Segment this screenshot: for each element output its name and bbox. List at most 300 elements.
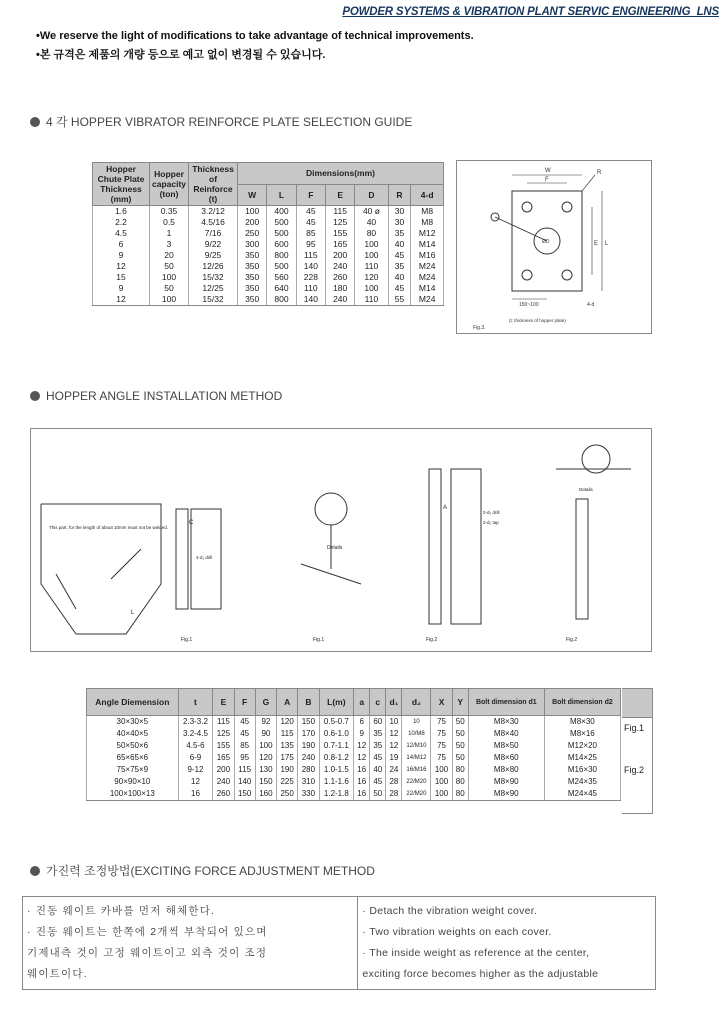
table-cell: 800	[267, 294, 296, 306]
table-cell: 4.5-6	[178, 740, 213, 752]
en-line: · Two vibration weights on each cover.	[362, 926, 552, 938]
table-cell: 75×75×9	[87, 764, 179, 776]
col-dim-5: R	[388, 184, 411, 206]
table-cell: 22/M20	[402, 788, 431, 801]
table-cell: 350	[238, 250, 267, 261]
table-cell: 175	[277, 752, 298, 764]
table-cell: 130	[255, 764, 276, 776]
table-cell: 115	[277, 728, 298, 740]
table-cell: 350	[238, 261, 267, 272]
fig-ref-1: Fig.1	[624, 723, 645, 733]
table-cell: 0.8-1.2	[319, 752, 354, 764]
col-angle-11: d₂	[402, 689, 431, 716]
table-cell: M14	[411, 283, 444, 294]
table-cell: 800	[267, 250, 296, 261]
table-cell: 350	[238, 283, 267, 294]
table-cell: 400	[267, 206, 296, 218]
table-cell: 120	[277, 716, 298, 729]
table-cell: 9	[93, 283, 150, 294]
table-cell: 155	[326, 228, 355, 239]
table-cell: 240	[213, 776, 234, 788]
table-row	[87, 752, 621, 764]
table-cell: 28	[386, 776, 402, 788]
table-cell: 6	[93, 239, 150, 250]
en-line: · The inside weight as reference at the center,	[362, 947, 590, 959]
table-cell: 12	[93, 294, 150, 306]
col-angle-15: Bolt dimension d2	[544, 689, 620, 716]
table-cell: 200	[326, 250, 355, 261]
table-cell: 500	[267, 261, 296, 272]
table-cell: 15/32	[189, 272, 238, 283]
table-cell: 500	[267, 228, 296, 239]
label-range: 150~100	[519, 302, 539, 308]
section-reinforce-plate-title	[30, 113, 412, 130]
table-cell: 50	[150, 283, 189, 294]
bullet-icon	[30, 866, 40, 876]
col-angle-14: Bolt dimension d1	[468, 689, 544, 716]
angle-label-drill: 4-d₁ drill	[196, 555, 213, 560]
table-cell: 160	[255, 788, 276, 801]
table-cell: 10	[402, 716, 431, 729]
label-f: F	[545, 177, 549, 183]
col-chute-thickness: Hopper Chute Plate Thickness (mm)	[93, 163, 150, 206]
col-angle-2: E	[213, 689, 234, 716]
table-cell: 35	[388, 228, 411, 239]
table-cell: 12/25	[189, 283, 238, 294]
table-cell: 45	[234, 728, 255, 740]
label-holes: 4-d	[587, 302, 595, 308]
table-row	[93, 272, 444, 283]
table-cell: 120	[255, 752, 276, 764]
table-cell: 110	[355, 261, 388, 272]
table-cell: 40	[355, 217, 388, 228]
table-cell: M12	[411, 228, 444, 239]
table-cell: 100	[150, 294, 189, 306]
table-cell: 50	[452, 716, 468, 729]
table-cell: M24×45	[544, 788, 620, 801]
en-line: · Detach the vibration weight cover.	[362, 905, 538, 917]
table-cell: 35	[370, 740, 386, 752]
col-angle-9: c	[370, 689, 386, 716]
label-r: R	[597, 170, 602, 176]
bolt-hole	[522, 270, 532, 280]
col-angle-13: Y	[452, 689, 468, 716]
table-cell: 90	[255, 728, 276, 740]
table-row	[87, 716, 621, 729]
table-cell: M8×16	[544, 728, 620, 740]
table-cell: 115	[213, 716, 234, 729]
col-dim-6: 4-d	[411, 184, 444, 206]
table-cell: 165	[326, 239, 355, 250]
table-cell: 12/26	[189, 261, 238, 272]
table-cell: 80	[355, 228, 388, 239]
table-cell: 150	[298, 716, 319, 729]
table-cell: 40	[388, 239, 411, 250]
table-row	[93, 294, 444, 306]
table-cell: 600	[267, 239, 296, 250]
table-cell: 75	[431, 716, 452, 729]
table-cell: 80	[452, 788, 468, 801]
table-cell: 250	[238, 228, 267, 239]
table-cell: 300	[238, 239, 267, 250]
ko-line: 웨이트이다.	[27, 968, 88, 980]
table-cell: 3	[150, 239, 189, 250]
table-cell: 560	[267, 272, 296, 283]
col-dim-2: F	[296, 184, 325, 206]
plate-drawing	[457, 161, 651, 333]
notice-korean: •본 규격은 제품의 개량 등으로 예고 없이 변경될 수 있습니다.	[36, 49, 326, 61]
table-cell: 100	[238, 206, 267, 218]
table-cell: 45	[234, 716, 255, 729]
table-cell: 200	[213, 764, 234, 776]
table-cell: 50	[452, 752, 468, 764]
table-cell: 14/M12	[402, 752, 431, 764]
table-cell: 3.2-4.5	[178, 728, 213, 740]
table-cell: 12	[178, 776, 213, 788]
table-row	[93, 206, 444, 218]
table-cell: M8×40	[468, 728, 544, 740]
table-cell: M24×35	[544, 776, 620, 788]
table-cell: 30×30×5	[87, 716, 179, 729]
table-cell: 115	[234, 764, 255, 776]
table-cell: 640	[267, 283, 296, 294]
table-cell: 45	[296, 217, 325, 228]
brand-header: POWDER SYSTEMS & VIBRATION PLANT SERVIC ENGINEERING_LNS	[342, 6, 719, 18]
table-cell: 90×90×10	[87, 776, 179, 788]
col-dim-1: L	[267, 184, 296, 206]
table-cell: 1.1-1.6	[319, 776, 354, 788]
bolt-hole	[562, 270, 572, 280]
table-cell: 100	[255, 740, 276, 752]
table-cell: 165	[213, 752, 234, 764]
table-cell: 75	[431, 740, 452, 752]
table-cell: 100	[355, 283, 388, 294]
table-cell: 35	[370, 728, 386, 740]
fig-ref-column	[622, 688, 653, 814]
table-row	[87, 764, 621, 776]
table-cell: M8	[411, 206, 444, 218]
table-cell: 310	[298, 776, 319, 788]
table-cell: 240	[298, 752, 319, 764]
korean-instructions	[23, 897, 358, 989]
table-cell: 12/M10	[402, 740, 431, 752]
table-cell: 125	[213, 728, 234, 740]
table-row	[87, 776, 621, 788]
install-drawings	[31, 429, 651, 651]
col-angle-3: F	[234, 689, 255, 716]
table-cell: M24	[411, 272, 444, 283]
table-cell: 1	[150, 228, 189, 239]
table-cell: 24	[386, 764, 402, 776]
table-cell: 155	[213, 740, 234, 752]
table-cell: 12	[93, 261, 150, 272]
table-cell: 0.7-1.1	[319, 740, 354, 752]
table-cell: 228	[296, 272, 325, 283]
table-cell: 110	[296, 283, 325, 294]
table-cell: M16	[411, 250, 444, 261]
table-cell: 85	[296, 228, 325, 239]
table-cell: 95	[296, 239, 325, 250]
table-cell: 240	[326, 261, 355, 272]
table-cell: 2.3-3.2	[178, 716, 213, 729]
table-cell: 125	[326, 217, 355, 228]
table-cell: 85	[234, 740, 255, 752]
table-cell: 135	[277, 740, 298, 752]
table-cell: 16	[178, 788, 213, 801]
table-cell: 500	[267, 217, 296, 228]
bullet-icon	[30, 117, 40, 127]
col-angle-8: a	[354, 689, 370, 716]
table-cell: 19	[386, 752, 402, 764]
english-instructions	[358, 897, 655, 989]
table-cell: 15	[93, 272, 150, 283]
table-cell: 100	[431, 776, 452, 788]
table-cell: M8×90	[468, 788, 544, 801]
table-cell: 100	[431, 764, 452, 776]
table-cell: 12	[354, 740, 370, 752]
section-title-text: 가진력 조정방법(EXCITING FORCE ADJUSTMENT METHOD	[46, 864, 375, 878]
table-cell: 110	[355, 294, 388, 306]
table-cell: 45	[370, 752, 386, 764]
table-cell: 12	[386, 740, 402, 752]
ko-line: · 진동 웨이트는 한쪽에 2개씩 부착되어 있으며	[27, 926, 268, 938]
table-cell: 330	[298, 788, 319, 801]
table-cell: 60	[370, 716, 386, 729]
table-cell: 250	[277, 788, 298, 801]
table-row	[93, 228, 444, 239]
table-cell: 9/25	[189, 250, 238, 261]
table-cell: 6	[354, 716, 370, 729]
col-reinforce-thickness: Thickness of Reinforce (t)	[189, 163, 238, 206]
angle-dimension-table	[86, 688, 621, 801]
table-cell: 3.2/12	[189, 206, 238, 218]
col-angle-10: d₁	[386, 689, 402, 716]
table-cell: 180	[326, 283, 355, 294]
table-cell: 30	[388, 217, 411, 228]
fig2-tap: 2-d₂ tap	[483, 520, 499, 525]
table-cell: 30	[388, 206, 411, 218]
angle-install-figures	[30, 428, 652, 652]
section-title-text: 4 각 HOPPER VIBRATOR REINFORCE PLATE SELECTION GUIDE	[46, 115, 413, 129]
table-cell: 350	[238, 294, 267, 306]
fig1a-label: Fig.1	[181, 637, 193, 643]
table-cell: 40×40×5	[87, 728, 179, 740]
table-cell: 1.2-1.8	[319, 788, 354, 801]
table-row	[93, 250, 444, 261]
table-cell: 100	[355, 239, 388, 250]
table-cell: 55	[388, 294, 411, 306]
table-cell: 100	[150, 272, 189, 283]
label-fig3: Fig.3.	[473, 325, 486, 331]
table-cell: 9	[354, 728, 370, 740]
table-cell: 200	[238, 217, 267, 228]
col-dimensions: Dimensions(mm)	[238, 163, 444, 185]
reinforce-plate-table	[92, 162, 444, 306]
table-cell: 45	[388, 283, 411, 294]
table-cell: 1.6	[93, 206, 150, 218]
table-cell: 9-12	[178, 764, 213, 776]
table-cell: 22/M20	[402, 776, 431, 788]
table-row	[93, 261, 444, 272]
table-row	[87, 728, 621, 740]
table-cell: 75	[431, 728, 452, 740]
table-cell: 190	[277, 764, 298, 776]
table-cell: 12	[386, 728, 402, 740]
col-angle-7: L(m)	[319, 689, 354, 716]
label-w: W	[545, 168, 551, 174]
table-cell: 0.35	[150, 206, 189, 218]
table-cell: 28	[386, 788, 402, 801]
table-cell: M8×60	[468, 752, 544, 764]
table-cell: 16	[354, 788, 370, 801]
table-cell: M14×25	[544, 752, 620, 764]
table-cell: 80	[452, 776, 468, 788]
table-cell: 140	[296, 261, 325, 272]
table-cell: 1.0-1.5	[319, 764, 354, 776]
table-cell: 0.5	[150, 217, 189, 228]
section-title-text: HOPPER ANGLE INSTALLATION METHOD	[46, 389, 283, 403]
bolt-hole	[562, 202, 572, 212]
table-cell: 15/32	[189, 294, 238, 306]
fig1b-label: Fig.1	[313, 637, 325, 643]
details-label: Details	[327, 545, 343, 551]
table-cell: 2.2	[93, 217, 150, 228]
col-angle-12: X	[431, 689, 452, 716]
col-dim-4: D	[355, 184, 388, 206]
table-cell: 225	[277, 776, 298, 788]
table-cell: 40 ø	[355, 206, 388, 218]
table-cell: 35	[388, 261, 411, 272]
ko-line: 기제내측 것이 고정 웨이트이고 외측 것이 조정	[27, 947, 268, 959]
table-cell: 100×100×13	[87, 788, 179, 801]
table-cell: M8×80	[468, 764, 544, 776]
table-cell: 100	[431, 788, 452, 801]
exciting-force-box	[22, 896, 656, 990]
table-cell: 115	[296, 250, 325, 261]
table-cell: 6-9	[178, 752, 213, 764]
table-cell: 240	[326, 294, 355, 306]
col-angle-6: B	[298, 689, 319, 716]
col-dim-0: W	[238, 184, 267, 206]
table-cell: 4.5/16	[189, 217, 238, 228]
col-angle-0: Angle Diemension	[87, 689, 179, 716]
section-angle-install-title	[30, 389, 282, 403]
table-cell: M16×30	[544, 764, 620, 776]
table-cell: M24	[411, 261, 444, 272]
bolt-hole	[522, 202, 532, 212]
table-row	[93, 239, 444, 250]
label-e: E	[594, 241, 599, 247]
table-cell: 115	[326, 206, 355, 218]
table-cell: 16	[354, 764, 370, 776]
table-cell: 45	[370, 776, 386, 788]
table-cell: 0.6-1.0	[319, 728, 354, 740]
fig2-label-a: A	[443, 505, 448, 511]
col-dim-3: E	[326, 184, 355, 206]
table-cell: 4.5	[93, 228, 150, 239]
table-cell: M8×50	[468, 740, 544, 752]
table-row	[93, 283, 444, 294]
table-cell: 100	[355, 250, 388, 261]
label-note: (t: thickness of hopper plate)	[509, 318, 566, 323]
table-cell: M8×90	[468, 776, 544, 788]
notice-english: •We reserve the light of modifications to take advantage of technical improvements.	[36, 30, 474, 42]
table-cell: 50×50×6	[87, 740, 179, 752]
hopper-note: This part, for the length of about 10mm must not be welded.	[49, 525, 169, 530]
table-cell: 50	[452, 728, 468, 740]
table-cell: 280	[298, 764, 319, 776]
fig2b-label: Fig.2	[566, 637, 578, 643]
table-cell: 16	[354, 776, 370, 788]
table-cell: 10/M8	[402, 728, 431, 740]
table-cell: 50	[452, 740, 468, 752]
fig-ref-2: Fig.2	[624, 765, 645, 775]
table-cell: 120	[355, 272, 388, 283]
table-cell: 150	[255, 776, 276, 788]
bullet-icon	[30, 391, 40, 401]
table-cell: 190	[298, 740, 319, 752]
table-cell: 40	[388, 272, 411, 283]
label-l: L	[605, 241, 609, 247]
table-cell: 260	[213, 788, 234, 801]
table-cell: M8	[411, 217, 444, 228]
fig2-drill: 2-d₂ drill	[483, 510, 500, 515]
table-cell: 45	[296, 206, 325, 218]
table-cell: M24	[411, 294, 444, 306]
table-cell: 75	[431, 752, 452, 764]
table-cell: 150	[234, 788, 255, 801]
table-cell: 9/22	[189, 239, 238, 250]
col-capacity: Hopper capacity (ton)	[150, 163, 189, 206]
table-row	[93, 217, 444, 228]
table-cell: 170	[298, 728, 319, 740]
table-cell: 20	[150, 250, 189, 261]
hopper-label-l: L	[131, 610, 135, 616]
table-cell: 95	[234, 752, 255, 764]
reinforce-plate-figure	[456, 160, 652, 334]
table-cell: 0.5-0.7	[319, 716, 354, 729]
table-cell: M8×30	[544, 716, 620, 729]
table-cell: 65×65×6	[87, 752, 179, 764]
table-cell: 260	[326, 272, 355, 283]
col-angle-4: G	[255, 689, 276, 716]
table-cell: 16/M16	[402, 764, 431, 776]
table-cell: M12×20	[544, 740, 620, 752]
table-row	[87, 788, 621, 801]
details2-label: Details	[579, 487, 593, 492]
table-cell: 45	[388, 250, 411, 261]
table-cell: 7/16	[189, 228, 238, 239]
table-cell: 140	[234, 776, 255, 788]
table-cell: 12	[354, 752, 370, 764]
ko-line: · 진동 웨이트 카바를 먼저 해체한다.	[27, 905, 216, 917]
table-cell: 92	[255, 716, 276, 729]
table-cell: M8×30	[468, 716, 544, 729]
col-angle-1: t	[178, 689, 213, 716]
angle-label-c: C	[189, 520, 194, 526]
table-cell: 80	[452, 764, 468, 776]
table-cell: 50	[150, 261, 189, 272]
table-cell: M14	[411, 239, 444, 250]
label-d: ØD	[542, 239, 550, 245]
section-exciting-force-title	[30, 862, 375, 879]
table-cell: 40	[370, 764, 386, 776]
table-row	[87, 740, 621, 752]
table-cell: 9	[93, 250, 150, 261]
table-cell: 10	[386, 716, 402, 729]
fig2a-label: Fig.2	[426, 637, 438, 643]
table-cell: 140	[296, 294, 325, 306]
